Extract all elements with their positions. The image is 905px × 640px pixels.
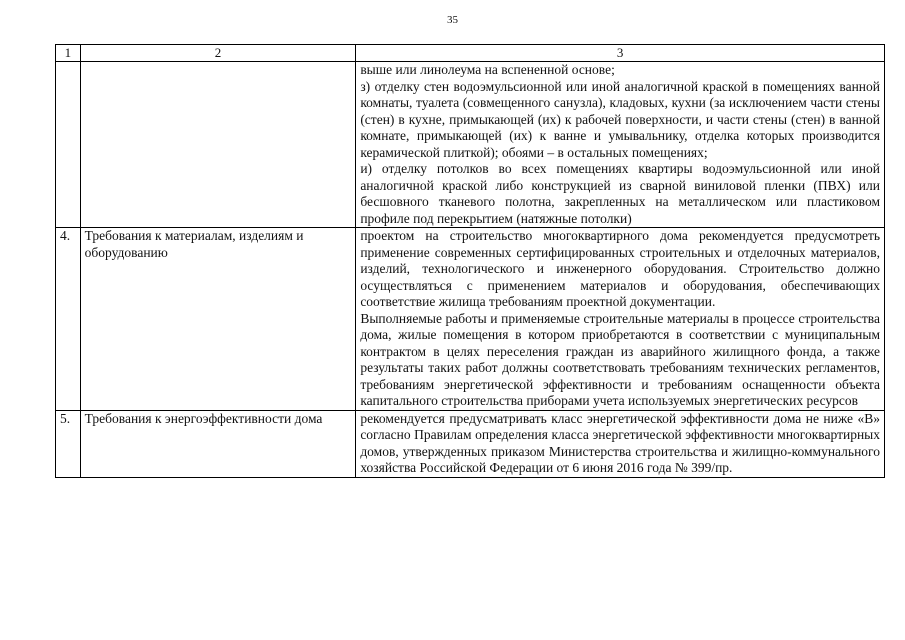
row-description xyxy=(356,62,885,228)
row-number xyxy=(56,62,81,228)
paragraph: выше или линолеума на вспененной основе; xyxy=(360,62,615,77)
row-number: 4. xyxy=(56,228,81,411)
page-number: 35 xyxy=(447,14,458,26)
table-row xyxy=(56,62,885,228)
row-number: 5. xyxy=(56,410,81,477)
table-header-row xyxy=(56,45,885,62)
paragraph: проектом на строительство многоквартирного дома рекомендуется предусмотреть применение современных сертифицированных строительных и отделочных материалов, изделий, технологического и инженерного оборудования. Строительство должно осуществляться с применением материалов и оборудования, обеспечивающих соответствие жилища требованиям проектной документации. xyxy=(360,228,880,309)
row-description xyxy=(356,228,885,411)
table-row xyxy=(56,410,885,477)
row-description xyxy=(356,410,885,477)
header-cell-2: 2 xyxy=(80,45,356,62)
paragraph: з) отделку стен водоэмульсионной или иной аналогичной краской в помещениях ванной комнаты, туалета (совмещенного санузла), кладовых, кухни (за исключением части стены (стен) в кухне, примыкающей (их) к рабочей поверхности, и части стены (стен) в ванной комнате, примыкающей (их) к ванне и умывальнику, отделка которых производится керамической плиткой); обоями – в остальных помещениях; xyxy=(360,78,880,160)
paragraph: и) отделку потолков во всех помещениях квартиры водоэмульсионной или иной аналогичной краской либо конструкцией из сварной виниловой пленки (ПВХ) или бесшовного тканевого полотна, закрепленных на металлическом или пластиковом профиле под перекрытием (натяжные потолки) xyxy=(360,161,880,226)
table-row xyxy=(56,228,885,411)
row-label: Требования к материалам, изделиям и оборудованию xyxy=(80,228,356,411)
row-label xyxy=(80,62,356,228)
header-cell-3: 3 xyxy=(356,45,885,62)
paragraph: Выполняемые работы и применяемые строительные материалы в процессе строительства дома, жилые помещения в котором приобретаются в соответствии с муниципальным контрактом в целях переселения граждан из аварийного жилищного фонда, а также результаты таких работ должны соответствовать требованиям технических регламентов, требованиям энергетической эффективности и требованиям оснащенности объекта капитального строительства приборами учета используемых энергетических ресурсов xyxy=(360,310,880,408)
header-cell-1: 1 xyxy=(56,45,81,62)
row-label: Требования к энергоэффективности дома xyxy=(80,410,356,477)
paragraph: рекомендуется предусматривать класс энергетической эффективности дома не ниже «В» согласно Правилам определения класса энергетической эффективности многоквартирных домов, утвержденных приказом Министерства строительства и жилищно-коммунального хозяйства Российской Федерации от 6 июня 2016 года № 399/пр. xyxy=(360,410,880,475)
requirements-table xyxy=(55,44,885,478)
